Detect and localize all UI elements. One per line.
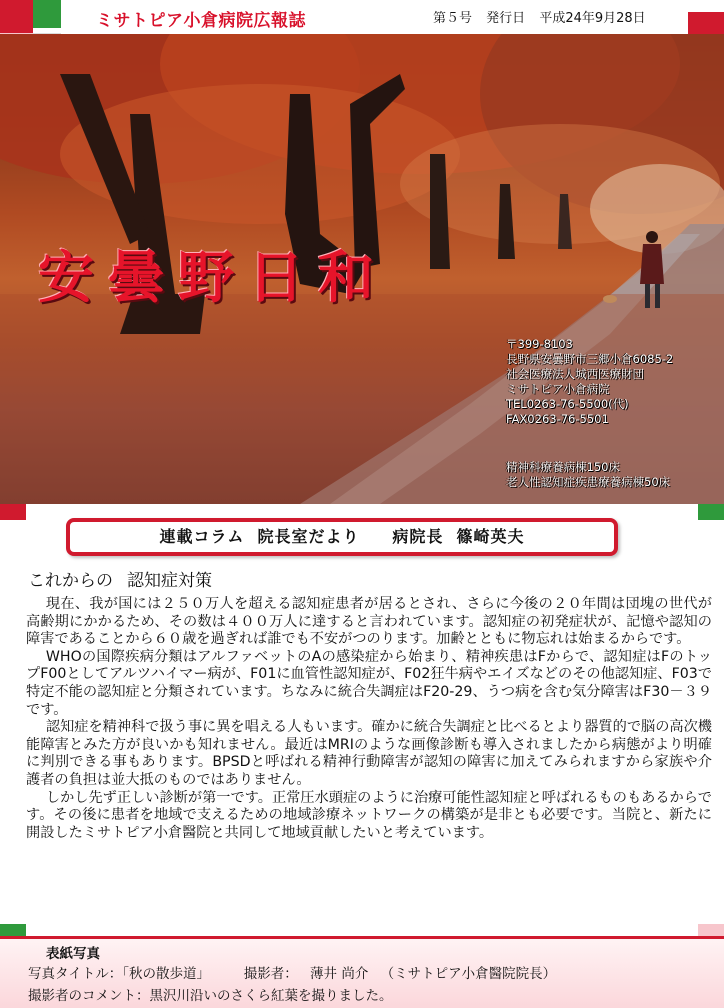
ward-info [506,460,670,490]
credits-row [28,962,564,982]
cover-photo [0,34,724,504]
issue-info [433,7,656,26]
issue-number: 第５号 [433,11,473,26]
foundation-name: 社会医療法人城西医療財団 [506,367,644,381]
cover-photo-credits [0,939,724,1008]
date-label: 発行日 [486,11,526,26]
article-paragraph: 現在、我が国には２５０万人を超える認知症患者が居るとされ、さらに今後の２０年間は団塊の世代が高齢期にかかるため、その数は４００万人に達すると言われています。認知症の初発症状が、記憶や認知の障害であることから６０歳を過ぎれば誰でも不安がつのります。加齢とともに物忘れは始まるからです。 [26,596,712,648]
street-address: 長野県安曇野市三郷小倉6085-2 [506,352,674,366]
telephone: TEL0263-76-5500(代) [506,397,629,411]
author-role: 病院長 [392,527,444,546]
article-title [28,566,212,591]
photographer-name: 薄井 尚介 [310,966,369,982]
ward-dementia: 老人性認知症疾患療養病棟50床 [506,475,671,489]
article-title-part: 認知症対策 [127,571,212,591]
photo-title: 写真タイトル：「秋の散歩道」 [28,966,210,982]
article-title-part: これからの [28,571,113,591]
photographer-comment: 撮影者のコメント：黒沢川沿いのさくら紅葉を撮りました。 [28,988,393,1004]
article-paragraph: しかし先ず正しい診断が第一です。正常圧水頭症のように治療可能性認知症と呼ばれるものもあるからです。その後に患者を地域で支えるための地域診療ネットワークの構築が是非とも必要です。当院と、新たに開設したミサトピア小倉醫院と共同して地域貢献したいと考えています。 [26,789,712,841]
photographer-label: 撮影者： [243,966,298,982]
author-name: 篠崎英夫 [456,527,525,546]
ward-psychiatric: 精神科療養病棟150床 [506,460,620,474]
article-paragraph: WHOの国際疾病分類はアルファベットのAの感染症から始まり、精神疾患はFからで、認知症はFのトップF00としてアルツハイマー病が、F01に血管性認知症が、F02狂牛病やエイズなどのその他認知症、F03で特定不能の認知症と分類されています。ちなみに統合失調症はF20-29、うつ病を含む気分障害はF30－３９です。 [26,648,712,718]
issue-date: 平成24年9月28日 [539,11,646,26]
column-banner [66,518,618,556]
fax: FAX0263-76-5501 [506,412,609,426]
hospital-name: ミサトピア小倉病院 [506,382,610,396]
photographer-affiliation: （ミサトピア小倉醫院院長） [380,966,557,982]
postal-code: 〒399-8103 [506,337,573,351]
credits-heading: 表紙写真 [46,946,100,962]
publication-name: ミサトピア小倉病院広報誌 [96,11,306,31]
cover-title-art: 安曇野日和 [38,245,388,311]
series-label: 連載コラム [159,527,245,546]
hospital-address [506,337,673,427]
masthead [0,0,724,34]
article-paragraph: 認知症を精神科で扱う事に異を唱える人もいます。確かに統合失調症と比べるとより器質的で脳の高次機能障害とみた方が良いかも知れません。最近はMRIのような画像診断も導入されましたから病態がより明確に判別できる事もあります。BPSDと呼ばれる精神行動障害が認知の障害に加えてみられますから家族や介護者の負担は並大抵のものではありません。 [26,719,712,788]
article-body [26,596,712,842]
column-name: 院長室だより [257,527,360,546]
